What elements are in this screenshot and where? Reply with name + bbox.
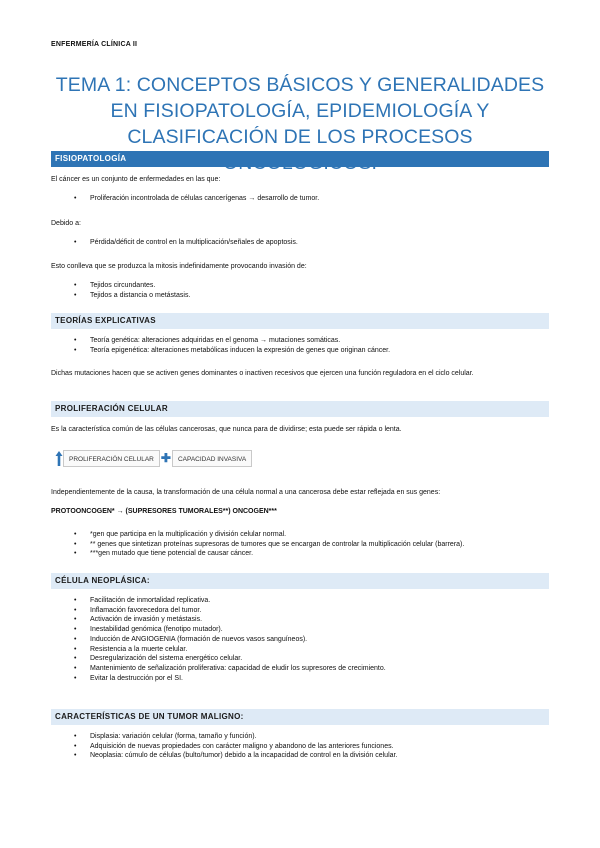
list-item: • Resistencia a la muerte celular. [51, 645, 549, 655]
running-head: ENFERMERÍA CLÍNICA II [51, 41, 138, 48]
up-arrow-icon [55, 450, 63, 467]
bullet-list [51, 238, 549, 248]
bullet-list [51, 732, 549, 761]
proliferation-diagram [55, 448, 252, 468]
list-item: • *gen que participa en la multiplicación y división celular normal. [51, 530, 549, 540]
list-item: • Tejidos a distancia o metástasis. [51, 291, 549, 301]
paragraph: El cáncer es un conjunto de enfermedades en las que: [51, 176, 221, 183]
list-item: • Inestabilidad genómica (fenotipo mutador). [51, 625, 549, 635]
list-item: • Teoría genética: alteraciones adquiridas en el genoma → mutaciones somáticas. [51, 336, 549, 346]
list-item: • Inflamación favorecedora del tumor. [51, 606, 549, 616]
list-item: • Activación de invasión y metástasis. [51, 615, 549, 625]
section-heading-celula: CÉLULA NEOPLÁSICA: [51, 573, 549, 589]
bullet-list [51, 596, 549, 683]
list-item: • Neoplasia: cúmulo de células (bulto/tumor) debido a la incapacidad de control en la división celular. [51, 751, 549, 761]
section-heading-teorias: TEORÍAS EXPLICATIVAS [51, 313, 549, 329]
list-item: • Facilitación de inmortalidad replicativa. [51, 596, 549, 606]
list-item: • Desregularización del sistema energético celular. [51, 654, 549, 664]
list-item: • Mantenimiento de señalización proliferativa: capacidad de eludir los supresores de crecimiento. [51, 664, 549, 674]
bullet-list [51, 281, 549, 300]
page-title: TEMA 1: CONCEPTOS BÁSICOS Y GENERALIDADES EN FISIOPATOLOGÍA, EPIDEMIOLOGÍA Y CLASIFICACIÓN DE LOS PROCESOS [55, 74, 545, 148]
section-heading-fisiopatologia: FISIOPATOLOGÍA [51, 151, 549, 167]
list-item: • Inducción de ANGIOGENIA (formación de nuevos vasos sanguíneos). [51, 635, 549, 645]
list-item: • Pérdida/déficit de control en la multiplicación/señales de apoptosis. [51, 238, 549, 248]
diagram-box-capacidad: CAPACIDAD INVASIVA [172, 450, 252, 467]
section-heading-caracteristicas: CARACTERÍSTICAS DE UN TUMOR MALIGNO: [51, 709, 549, 725]
paragraph: Debido a: [51, 220, 81, 227]
plus-icon: ✚ [160, 450, 171, 465]
section-heading-proliferacion: PROLIFERACIÓN CELULAR [51, 401, 549, 417]
list-item: • ***gen mutado que tiene potencial de causar cáncer. [51, 549, 549, 559]
list-item: • Proliferación incontrolada de células cancerígenas → desarrollo de tumor. [51, 194, 549, 204]
bullet-list [51, 194, 549, 204]
bullet-list [51, 336, 549, 355]
paragraph: Independientemente de la causa, la transformación de una célula normal a una cancerosa debe estar reflejada en sus genes: [51, 489, 441, 496]
gene-sequence: PROTOONCOGEN* → (SUPRESORES TUMORALES**) ONCOGEN*** [51, 508, 277, 515]
list-item: • Evitar la destrucción por el SI. [51, 674, 549, 684]
list-item: • ** genes que sintetizan proteínas supresoras de tumores que se encargan de controlar la multiplicación celular (barrera). [51, 540, 549, 550]
list-item: • Teoría epigenética: alteraciones metabólicas inducen la expresión de genes que originan cáncer. [51, 346, 549, 356]
list-item: • Displasia: variación celular (forma, tamaño y función). [51, 732, 549, 742]
bullet-list [51, 530, 549, 559]
list-item: • Adquisición de nuevas propiedades con carácter maligno y abandono de las anteriores funciones. [51, 742, 549, 752]
paragraph: Esto conlleva que se produzca la mitosis indefinidamente provocando invasión de: [51, 263, 307, 270]
list-item: • Tejidos circundantes. [51, 281, 549, 291]
paragraph: Es la característica común de las células cancerosas, que nunca para de dividirse; esta puede ser rápida o lenta. [51, 426, 402, 433]
paragraph: Dichas mutaciones hacen que se activen genes dominantes o inactiven recesivos que ejercen una función reguladora en el ciclo celular. [51, 370, 474, 377]
diagram-box-proliferacion: PROLIFERACIÓN CELULAR [63, 450, 160, 467]
